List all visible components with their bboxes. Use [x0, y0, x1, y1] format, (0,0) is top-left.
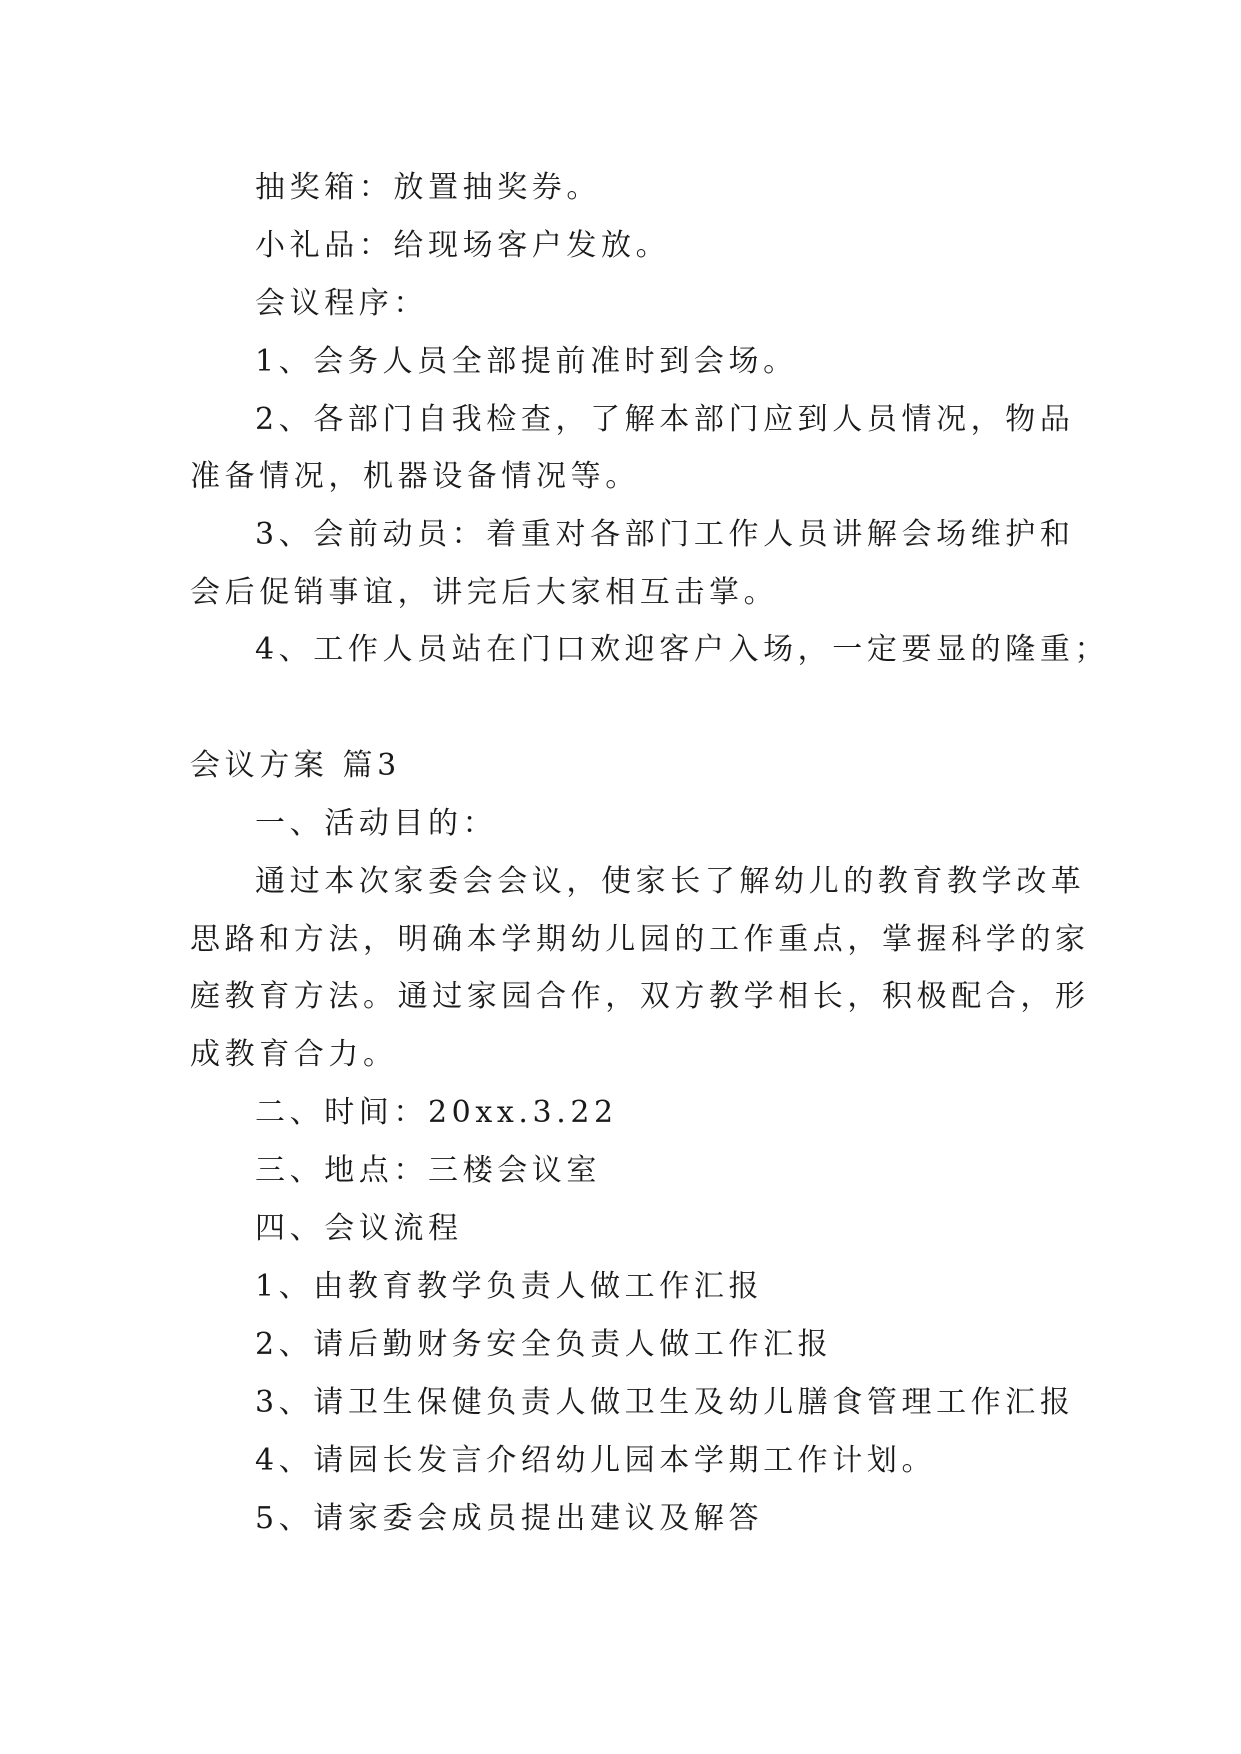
procedure-item-2-continued: 准备情况，机器设备情况等。 [190, 459, 640, 494]
equipment-item-lottery-box: 抽奖箱：放置抽奖券。 [255, 170, 601, 205]
heading-activity-purpose: 一、活动目的： [255, 806, 498, 841]
purpose-paragraph-line-2: 思路和方法，明确本学期幼儿园的工作重点，掌握科学的家 [190, 922, 1090, 957]
procedure-item-2: 2、各部门自我检查，了解本部门应到人员情况，物品 [255, 402, 1075, 437]
flow-item-5: 5、请家委会成员提出建议及解答 [255, 1501, 764, 1536]
section-heading-meeting-procedure: 会议程序： [255, 286, 428, 321]
purpose-paragraph-line-1: 通过本次家委会会议，使家长了解幼儿的教育教学改革 [255, 864, 1086, 899]
heading-time: 二、时间：20xx.3.22 [255, 1095, 618, 1130]
procedure-item-3-continued: 会后促销事谊，讲完后大家相互击掌。 [190, 575, 779, 610]
section-title-plan-3: 会议方案 篇3 [190, 748, 401, 783]
flow-item-1: 1、由教育教学负责人做工作汇报 [255, 1269, 764, 1304]
equipment-item-gifts: 小礼品：给现场客户发放。 [255, 228, 671, 263]
heading-location: 三、地点：三楼会议室 [255, 1153, 601, 1188]
procedure-item-3: 3、会前动员：着重对各部门工作人员讲解会场维护和 [255, 517, 1075, 552]
purpose-paragraph-line-3: 庭教育方法。通过家园合作，双方教学相长，积极配合，形 [190, 979, 1090, 1014]
flow-item-2: 2、请后勤财务安全负责人做工作汇报 [255, 1327, 833, 1362]
procedure-item-4: 4、工作人员站在门口欢迎客户入场，一定要显的隆重； [255, 632, 1110, 667]
flow-item-4: 4、请园长发言介绍幼儿园本学期工作计划。 [255, 1443, 937, 1478]
flow-item-3: 3、请卫生保健负责人做卫生及幼儿膳食管理工作汇报 [255, 1385, 1075, 1420]
heading-meeting-flow: 四、会议流程 [255, 1211, 463, 1246]
purpose-paragraph-line-4: 成教育合力。 [190, 1037, 398, 1072]
procedure-item-1: 1、会务人员全部提前准时到会场。 [255, 344, 798, 379]
